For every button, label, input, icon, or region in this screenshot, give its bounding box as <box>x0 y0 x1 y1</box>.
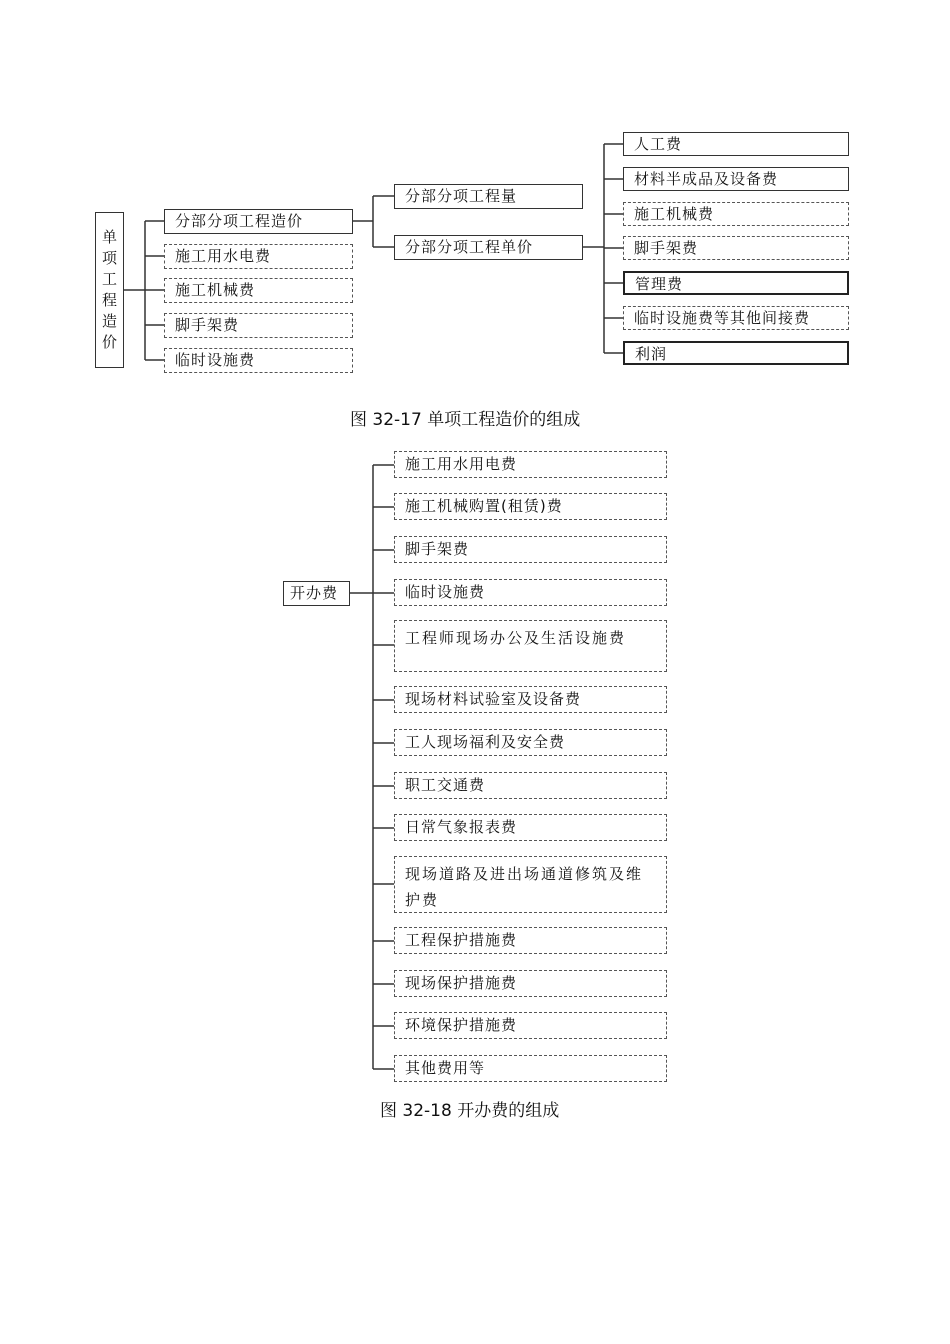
node-management-fee: 管理费 <box>623 271 849 295</box>
item-site-road-fee: 现场道路及进出场通道修筑及维护费 <box>394 856 667 913</box>
node-temporary-facility-fee: 临时设施费 <box>164 348 353 373</box>
node-profit: 利润 <box>623 341 849 365</box>
node-labor-cost: 人工费 <box>623 132 849 156</box>
node-sub-item-cost: 分部分项工程造价 <box>164 209 353 234</box>
item-staff-transport-fee: 职工交通费 <box>394 772 667 799</box>
item-other-fees: 其他费用等 <box>394 1055 667 1082</box>
root-char: 程 <box>101 291 117 309</box>
node-materials-equipment-cost: 材料半成品及设备费 <box>623 167 849 191</box>
root-char: 造 <box>101 312 117 330</box>
item-environment-protection-fee: 环境保护措施费 <box>394 1012 667 1039</box>
figure-caption-32-18: 图 32-18 开办费的组成 <box>380 1101 560 1121</box>
item-machinery-purchase-fee: 施工机械购置(租赁)费 <box>394 493 667 520</box>
item-site-protection-fee: 现场保护措施费 <box>394 970 667 997</box>
root-node-preliminaries: 开办费 <box>283 581 350 606</box>
node-water-electricity-fee: 施工用水电费 <box>164 244 353 269</box>
node-scaffolding-fee: 脚手架费 <box>164 313 353 338</box>
node-sub-item-unit-price: 分部分项工程单价 <box>394 235 583 260</box>
item-temporary-facility-fee: 临时设施费 <box>394 579 667 606</box>
root-char: 单 <box>101 228 117 246</box>
node-indirect-cost: 临时设施费等其他间接费 <box>623 306 849 330</box>
item-scaffolding-fee: 脚手架费 <box>394 536 667 563</box>
root-char: 项 <box>101 249 117 267</box>
figure-caption-32-17: 图 32-17 单项工程造价的组成 <box>350 410 581 430</box>
item-site-lab-fee: 现场材料试验室及设备费 <box>394 686 667 713</box>
node-sub-item-quantity: 分部分项工程量 <box>394 184 583 209</box>
item-engineer-office-fee: 工程师现场办公及生活设施费 <box>394 620 667 672</box>
root-char: 价 <box>101 333 117 351</box>
node-l3-machinery-fee: 施工机械费 <box>623 202 849 226</box>
item-works-protection-fee: 工程保护措施费 <box>394 927 667 954</box>
item-water-power-fee: 施工用水用电费 <box>394 451 667 478</box>
root-node-unit-project-cost <box>95 212 124 368</box>
item-worker-welfare-fee: 工人现场福利及安全费 <box>394 729 667 756</box>
node-machinery-fee: 施工机械费 <box>164 278 353 303</box>
node-l3-scaffolding-fee: 脚手架费 <box>623 236 849 260</box>
item-weather-report-fee: 日常气象报表费 <box>394 814 667 841</box>
root-char: 工 <box>101 270 117 288</box>
